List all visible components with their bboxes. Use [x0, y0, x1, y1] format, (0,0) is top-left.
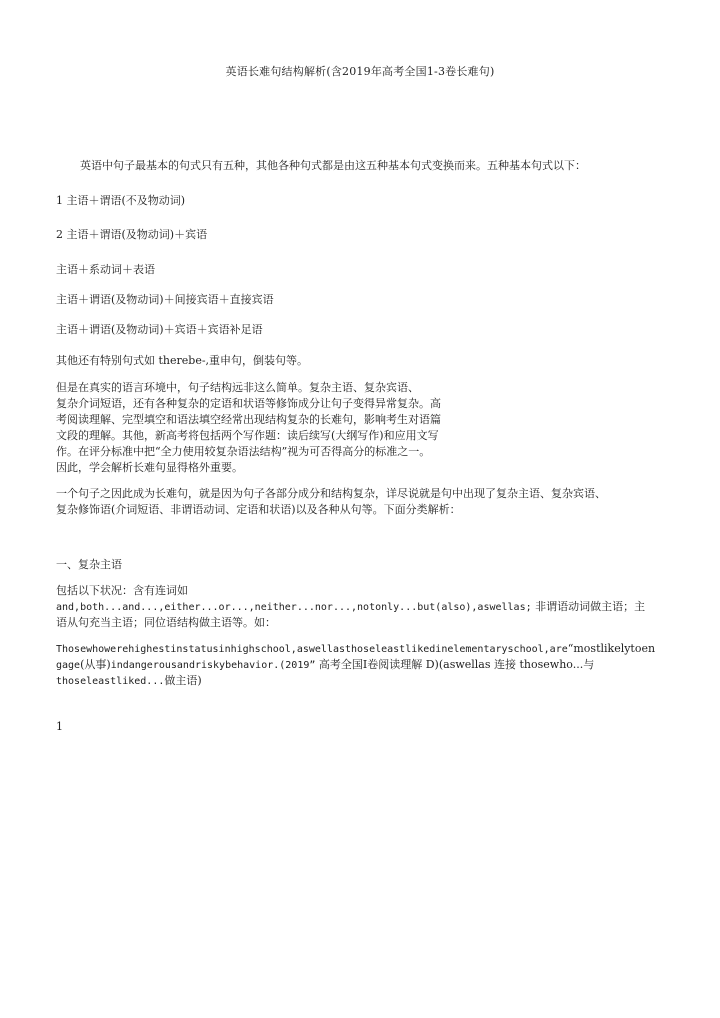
- sentence-pattern-4: 主语＋谓语(及物动词)＋间接宾语＋直接宾语: [56, 293, 274, 306]
- example-text: thoseleastliked...: [56, 676, 165, 687]
- special-patterns-line: 其他还有特别句式如 therebe-,重申句，倒装句等。: [56, 354, 309, 367]
- example-line: [56, 673, 202, 690]
- example-line: [56, 657, 594, 674]
- paragraph-2-line: 复杂介词短语，还有各种复杂的定语和状语等修饰成分让句子变得异常复杂。高: [56, 397, 441, 410]
- page-title: 英语长难句结构解析(含2019年高考全国1-3卷长难句): [225, 65, 495, 78]
- paragraph-2-line: 作。在评分标准中把“全力使用较复杂语法结构”视为可否得高分的标准之一。: [56, 445, 431, 458]
- sentence-pattern-5: 主语＋谓语(及物动词)＋宾语＋宾语补足语: [56, 323, 263, 336]
- paragraph-2-line: 因此，学会解析长难句显得格外重要。: [56, 461, 243, 474]
- example-text: Thosewhowerehighestinstatusinhighschool,aswellasthoseleastlikedinelementaryschool,are: [56, 644, 568, 655]
- paragraph-2-line: 文段的理解。其他，新高考将包括两个写作题：读后续写(大纲写作)和应用文写: [56, 429, 439, 442]
- sentence-pattern-3: 主语＋系动词＋表语: [56, 263, 155, 276]
- section-heading-complex-subject: 一、复杂主语: [56, 558, 122, 571]
- intro-paragraph: 英语中句子最基本的句式只有五种，其他各种句式都是由这五种基本句式变换而来。五种基本句式以下：: [80, 159, 586, 172]
- sentence-pattern-2: 2 主语＋谓语(及物动词)＋宾语: [56, 228, 208, 241]
- example-line: [56, 641, 655, 658]
- paragraph-3-line: 一个句子之因此成为长难句，就是因为句子各部分成分和结构复杂，详尽说就是句中出现了复杂主语、复杂宾语、: [56, 487, 606, 500]
- section-1-conjunctions-line: [56, 599, 645, 616]
- example-note: 做主语): [164, 674, 202, 687]
- paragraph-3-line: 复杂修饰语(介词短语、非谓语动词、定语和状语)以及各种从句等。下面分类解析：: [56, 503, 461, 516]
- example-text: indangerousandriskybehavior.(2019”: [110, 660, 316, 671]
- conjunction-list: and,both...and...,either...or...,neither...nor...,notonly...but(also),aswellas;: [56, 602, 532, 613]
- paragraph-2-line: 考阅读理解、完型填空和语法填空经常出现结构复杂的长难句，影响考生对语篇: [56, 413, 441, 426]
- page-number: 1: [56, 720, 63, 733]
- section-1-line-cn: 非谓语动词做主语；主: [531, 600, 646, 613]
- sentence-pattern-1: 1 主语＋谓语(不及物动词): [56, 194, 186, 207]
- example-gloss: (从事): [80, 658, 111, 671]
- paragraph-2-line: 但是在真实的语言环境中，句子结构远非这么简单。复杂主语、复杂宾语、: [56, 381, 419, 394]
- example-text-cn: “mostlikelytoen: [567, 642, 656, 655]
- example-source: 高考全国Ⅰ卷阅读理解 D)(aswellas 连接 thosewho...与: [315, 658, 595, 671]
- section-1-line: 包括以下状况：含有连词如: [56, 584, 188, 597]
- section-1-line: 语从句充当主语；同位语结构做主语等。如：: [56, 616, 276, 629]
- example-text: gage: [56, 660, 81, 671]
